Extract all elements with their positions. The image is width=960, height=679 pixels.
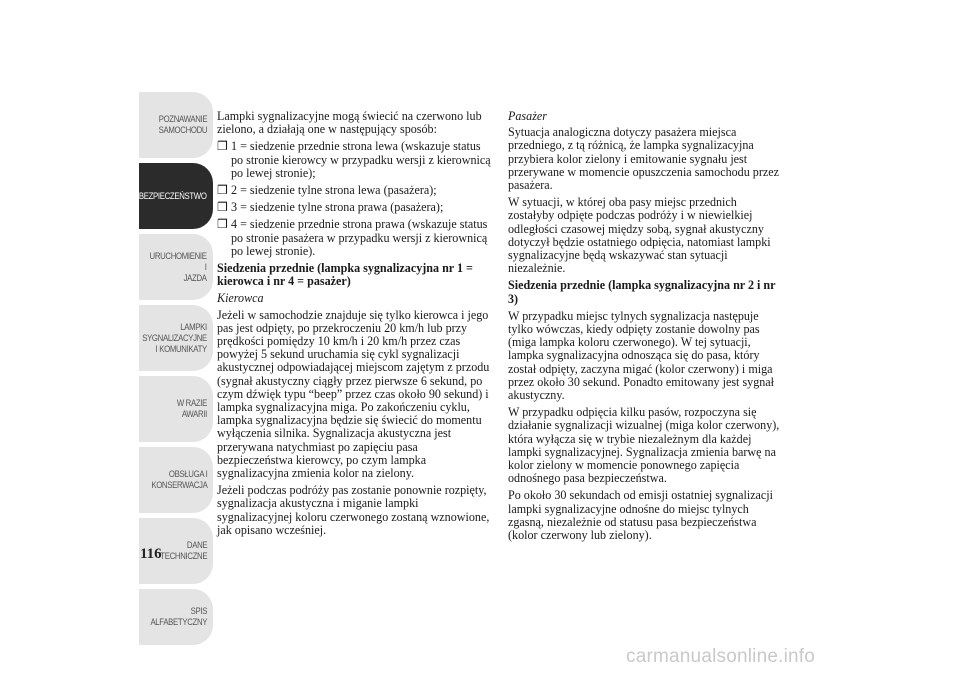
intro-paragraph: Lampki sygnalizacyjne mogą świecić na czerwono lub zielono, a działają one w następujący sposób: [217, 109, 482, 137]
tab-label: SPIS ALFABETYCZNY [150, 606, 207, 628]
subheading: Pasażer [508, 109, 547, 123]
checkbox-bullet-icon: ❒ [217, 183, 228, 198]
list-item-text: 3 = siedzenie tylne strona prawa (pasażera); [231, 200, 444, 215]
body-paragraph: W przypadku odpięcia kilku pasów, rozpoczyna się działanie sygnalizacji wizualnej (miga kolor czerwony), która wyłącza się w trybie niezależnym dla każdej lampki sygnalizacyjnej. Sygnalizacja zmienia barwę na kolor zielony w momencie ponownego zapięcia odnośnego pasa bezpieczeństwa. [508, 405, 780, 486]
body-paragraph: W przypadku miejsc tylnych sygnalizacja następuje tylko wówczas, kiedy odpięty zostanie dowolny pas (miga lampka koloru czerwonego). W tej sytuacji, lampka sygnalizacyjna odnosząca się do pasa, który został odpięty, zaczyna migać (kolor czerwony) i miga przez około 30 sekund. Ponadto emitowany jest sygnał akustyczny. [508, 308, 775, 403]
tab-w-razie-awarii[interactable] [139, 376, 213, 442]
checkbox-bullet-icon: ❒ [217, 217, 228, 232]
section-heading: Siedzenia przednie (lampka sygnalizacyjna nr 1 = kierowca i nr 4 = pasażer) [217, 261, 473, 289]
tab-label: URUCHOMIENIE I JAZDA [149, 250, 207, 284]
tab-obsluga-i-konserwacja[interactable] [139, 447, 213, 513]
watermark: carmanualsonline.info [626, 646, 816, 667]
tab-label: W RAZIE AWARII [176, 398, 207, 420]
text-column-left [217, 110, 493, 541]
body-paragraph: Jeżeli podczas podróży pas zostanie ponownie rozpięty, sygnalizacja akustyczna i miganie lampki sygnalizacyjnej koloru czerwonego zostaną wznowione, jak opisano wcześniej. [217, 483, 490, 537]
body-paragraph: Po około 30 sekundach od emisji ostatniej sygnalizacji lampki sygnalizacyjne odnośne do miejsc tylnych zgasną, niezależnie od statusu pasa bezpieczeństwa (kolor czerwony lub zielony). [508, 488, 774, 543]
text-column-right [508, 110, 782, 546]
list-item-text: 4 = siedzenie przednie strona prawa (wskazuje status po stronie pasażera w przypadku wersji z kierownicą po lewej stronie). [231, 217, 488, 258]
tab-spis-alfabetyczny[interactable] [139, 589, 213, 645]
list-item-text: 2 = siedzenie tylne strona lewa (pasażera); [231, 183, 437, 198]
tab-uruchomienie-i-jazda[interactable] [139, 234, 213, 300]
list-item [217, 201, 493, 214]
tab-label: LAMPKI SYGNALIZACYJNE I KOMUNIKATY [142, 321, 207, 355]
tab-lampki-sygnalizacyjne[interactable] [139, 305, 213, 371]
section-heading: Siedzenia przednie (lampka sygnalizacyjna nr 2 i nr 3) [508, 278, 776, 306]
body-paragraph: Jeżeli w samochodzie znajduje się tylko kierowca i jego pas jest odpięty, po przekroczeniu 20 km/h lub przy prędkości pomiędzy 10 km/h i 20 km/h przez czas powyżej 5 sekund uruchamia się cykl sygnalizacji akustycznej odpowiadającej miejscom zajętym z przodu (sygnał akustyczny ciągły przez pierwsze 6 sekund, po czym dźwięk typu “beep” przez czas około 90 sekund) i lampka sygnalizacyjna miga. Po zakończeniu cyklu, lampka sygnalizacyjna będzie się świecić do momentu wyłączenia silnika. Sygnalizacja akustyczna jest przerywana natychmiast po zapięciu pasa bezpieczeństwa kierowcy, po czym lampka sygnalizacyjna zmienia kolor na zielony. [217, 307, 490, 481]
body-paragraph: W sytuacji, w której oba pasy miejsc przednich zostałyby odpięte podczas podróży i w niewielkiej odległości czasowej między sobą, sygnał akustyczny dotyczył będzie ostatniego odpięcia, natomiast lampki sygnalizacyjne będą wskazywać stan sytuacji niezależnie. [508, 195, 771, 276]
tab-label: OBSŁUGA I KONSERWACJA [150, 469, 207, 491]
list-item [217, 218, 493, 258]
tab-label: DANE TECHNICZNE [160, 540, 207, 562]
body-paragraph: Sytuacja analogiczna dotyczy pasażera miejsca przedniego, z tą różnicą, że lampka sygnalizacyjna przybiera kolor zielony i emitowanie sygnału jest przerywane w momencie opuszczenia samochodu przez pasażera. [508, 125, 779, 193]
list-item [217, 140, 493, 180]
list-item [217, 184, 493, 197]
list-item-text: 1 = siedzenie przednie strona lewa (wskazuje status po stronie kierowcy w przypadku wersji z kierownicą po lewej stronie); [231, 139, 491, 180]
checkbox-bullet-icon: ❒ [217, 139, 228, 154]
checkbox-bullet-icon: ❒ [217, 200, 228, 215]
subheading: Kierowca [217, 291, 264, 306]
tab-label: BEZPIECZEŃSTWO [139, 190, 207, 202]
page-number: 116 [140, 546, 162, 562]
tab-bezpieczenstwo[interactable] [139, 163, 213, 229]
tab-label: POZNAWANIE SAMOCHODU [158, 114, 207, 136]
tab-poznawanie-samochodu[interactable] [139, 92, 213, 158]
